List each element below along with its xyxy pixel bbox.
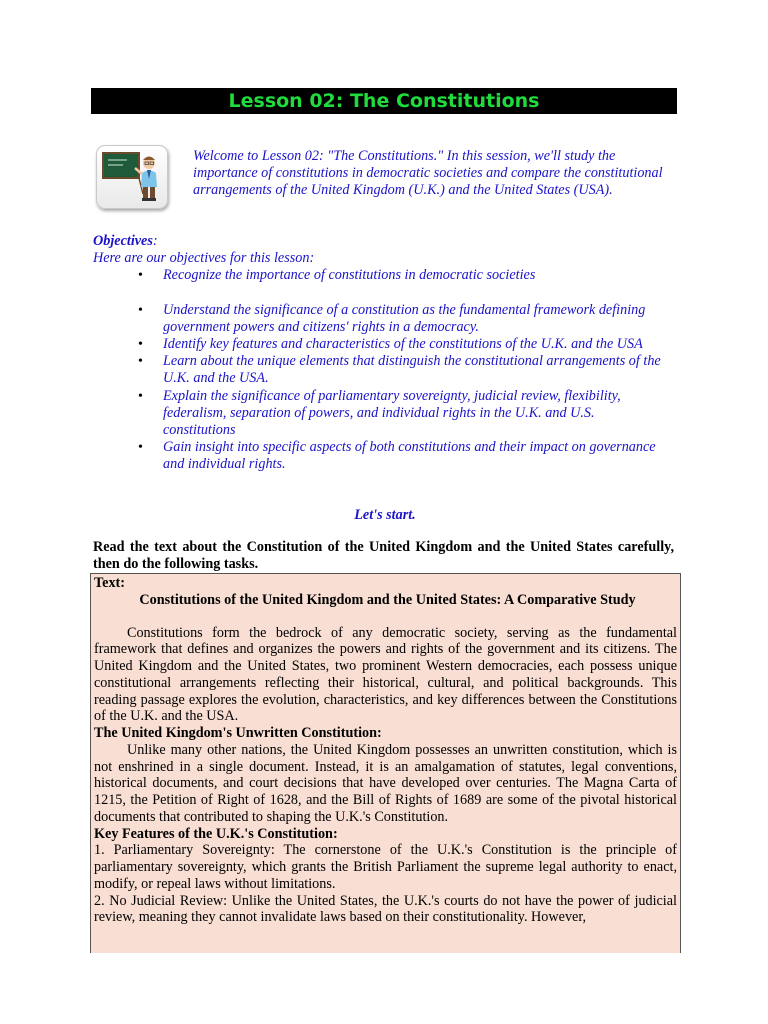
section-heading: Key Features of the U.K.'s Constitution:	[94, 825, 338, 842]
text-title: Constitutions of the United Kingdom and the United States: A Comparative Study	[139, 591, 636, 608]
list-item: • Gain insight into specific aspects of both constitutions and their impact on governance and individual rights.	[93, 439, 668, 473]
objectives-heading-colon: :	[152, 233, 158, 249]
list-item: • Learn about the unique elements that distinguish the constitutional arrangements of the U.K. and the USA.	[93, 353, 668, 387]
intro-paragraph: Welcome to Lesson 02: "The Constitutions." In this session, we'll study the importance of constitutions in democratic societies and compare the constitutional arrangements of the United Kingdom (U.K.) and the United States (USA).	[193, 148, 663, 199]
reading-instruction: Read the text about the Constitution of the United Kingdom and the United States carefully, then do the following tasks.	[93, 539, 674, 572]
lesson-title-bar	[91, 88, 677, 114]
list-item: • Identify key features and characteristics of the constitutions of the U.K. and the USA	[93, 336, 668, 353]
teacher-icon	[96, 145, 168, 209]
lets-start-text: Let's start.	[354, 507, 416, 523]
objectives-list	[93, 267, 673, 473]
text-paragraph: Unlike many other nations, the United Kingdom possesses an unwritten constitution, which is not enshrined in a single document. Instead, it is an amalgamation of statutes, legal conventions, historical documents, and court decisions that have developed over centuries. The Magna Carta of 1215, the Petition of Right of 1628, and the Bill of Rights of 1689 are some of the pivotal historical documents that contributed to shaping the U.K.'s Constitution.	[94, 741, 677, 825]
list-item: • Recognize the importance of constitutions in democratic societies	[93, 267, 668, 284]
objectives-lead: Here are our objectives for this lesson:	[93, 250, 315, 267]
lesson-title: Lesson 02: The Constitutions	[228, 90, 540, 112]
objectives-heading: Objectives	[93, 233, 153, 249]
reading-text-box	[90, 573, 681, 953]
text-label: Text:	[94, 575, 125, 591]
text-point: 1. Parliamentary Sovereignty: The cornerstone of the U.K.'s Constitution is the principle of parliamentary sovereignty, which grants the British Parliament the supreme legal authority to enact, modify, or repeal laws without limitations.	[94, 842, 677, 892]
text-point: 2. No Judicial Review: Unlike the United States, the U.K.'s courts do not have the power of judicial review, meaning they cannot invalidate laws based on their constitutionality. However,	[94, 892, 677, 926]
list-item: • Explain the significance of parliamentary sovereignty, judicial review, flexibility, federalism, separation of powers, and individual rights in the U.K. and U.S. constitutions	[93, 388, 668, 440]
section-heading: The United Kingdom's Unwritten Constitution:	[94, 725, 382, 741]
list-item: • Understand the significance of a constitution as the fundamental framework defining government powers and citizens' rights in a democracy.	[93, 302, 668, 336]
objectives-section	[93, 233, 673, 474]
text-paragraph: Constitutions form the bedrock of any democratic society, serving as the fundamental framework that defines and organizes the powers and rights of the government and its citizens. The United Kingdom and the United States, two prominent Western democracies, each possess unique constitutional arrangements reflecting their historical, cultural, and political backgrounds. This reading passage explores the evolution, characteristics, and key differences between the Constitutions of the U.K. and the USA.	[94, 624, 677, 725]
